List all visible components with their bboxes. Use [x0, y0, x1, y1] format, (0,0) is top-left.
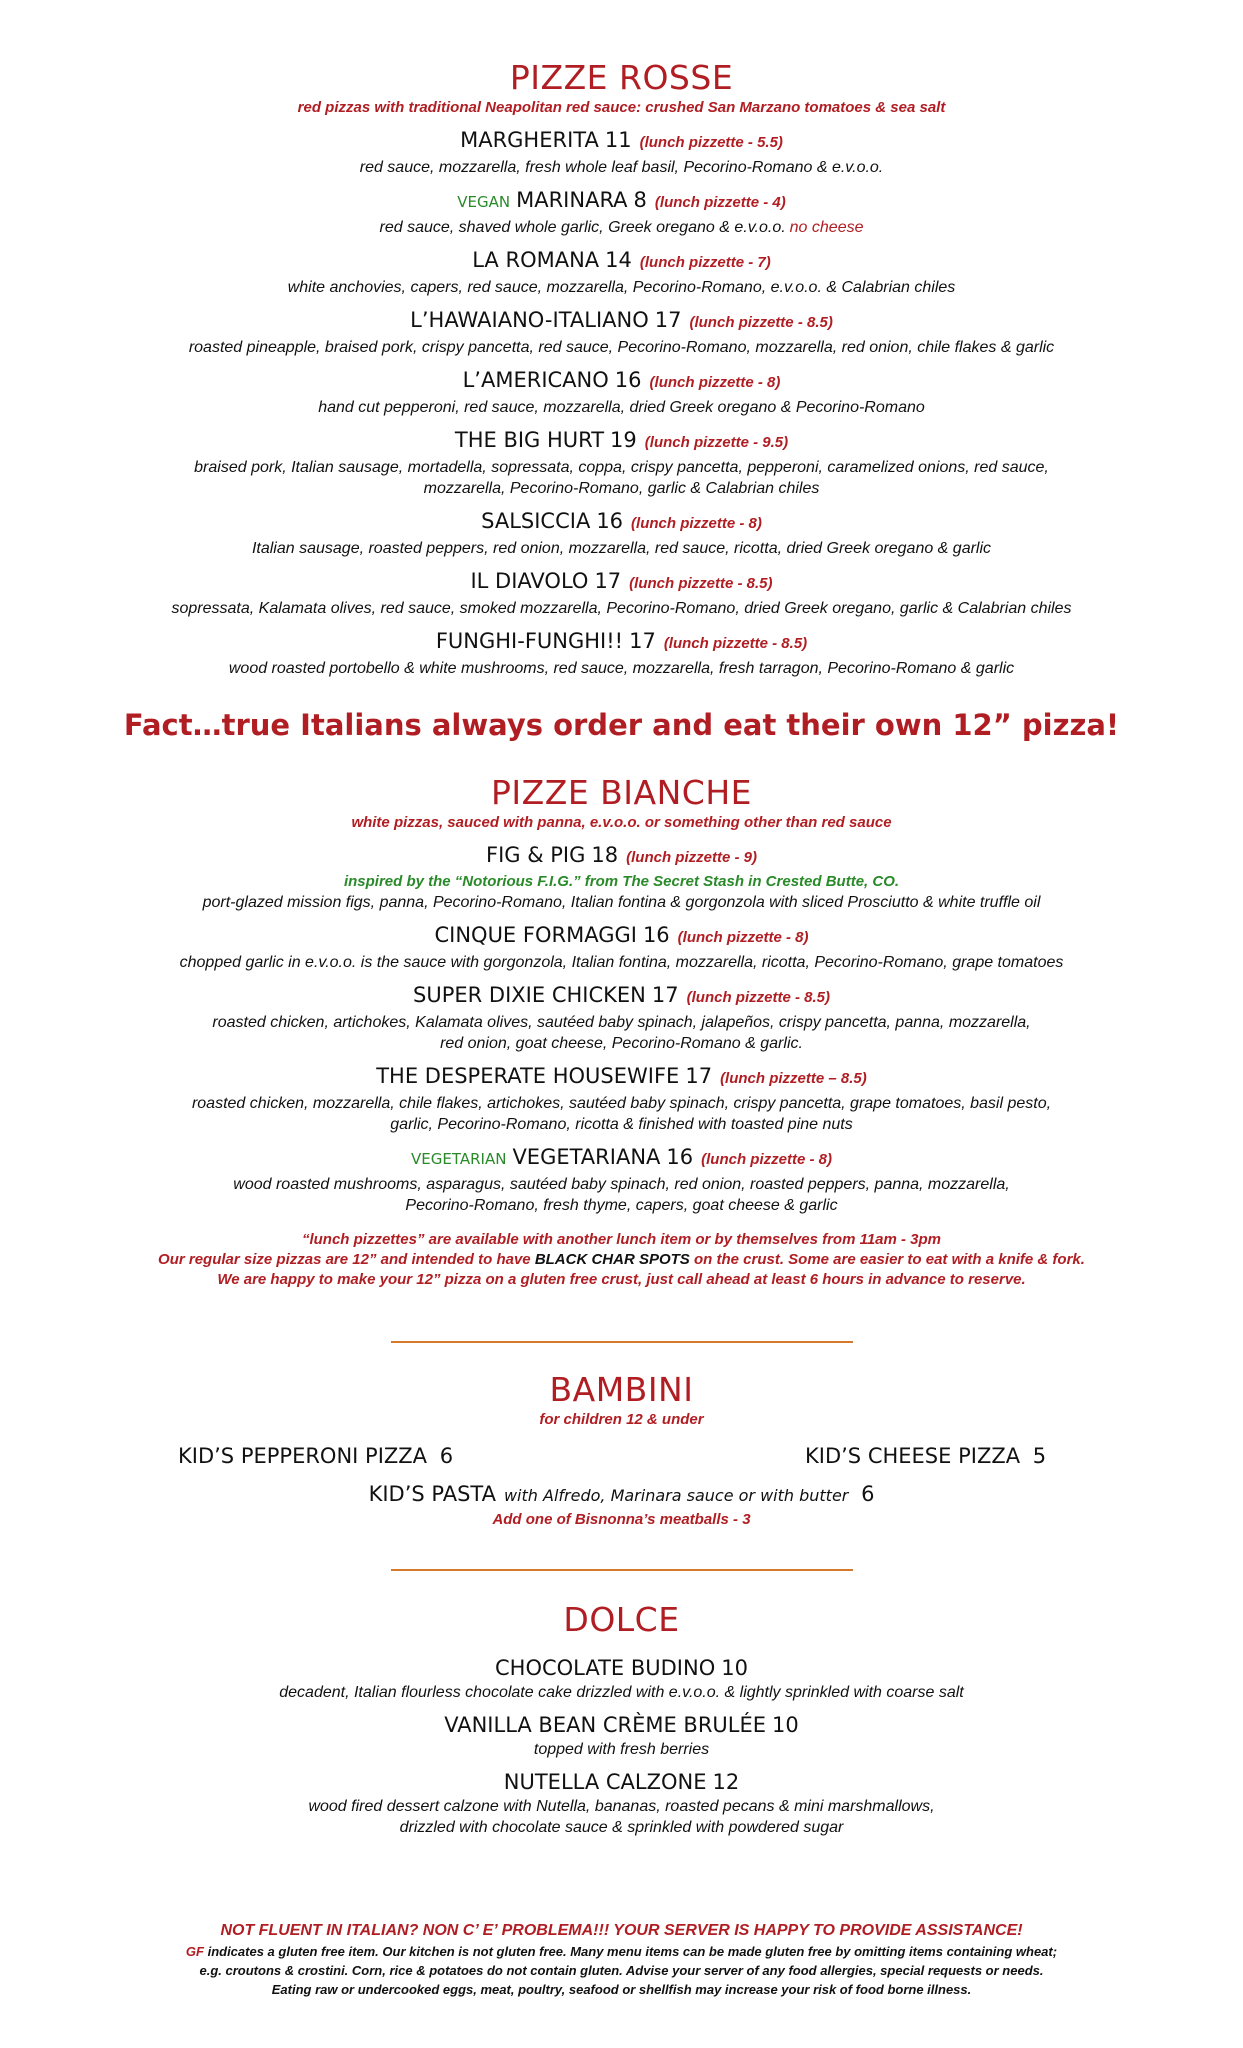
dolce-section [0, 1600, 1243, 1838]
menu-item-title [0, 1143, 1243, 1174]
kid-cheese-name: KID’S CHEESE PIZZA [805, 1444, 1021, 1468]
bianche-title: PIZZE BIANCHE [490, 773, 753, 812]
menu-item [0, 1062, 1243, 1135]
divider-2 [0, 1569, 1243, 1571]
menu-item-title [0, 1654, 1243, 1682]
lunch-pizzette-price: (lunch pizzette - 7) [639, 254, 771, 271]
description-text: decadent, Italian flourless chocolate cake drizzled with e.v.o.o. & lightly sprinkled with coarse salt [279, 1684, 964, 1701]
meatball-addon: Add one of Bisnonna’s meatballs - 3 [492, 1511, 751, 1528]
lunch-pizzette-price: (lunch pizzette - 5.5) [639, 134, 783, 151]
menu-item [0, 126, 1243, 178]
pizza-notes [0, 1230, 1243, 1290]
kid-cheese-item [805, 1442, 1046, 1470]
bambini-title: BAMBINI [549, 1370, 694, 1409]
kid-pasta-price: 6 [861, 1482, 875, 1506]
menu-item-description [0, 217, 1243, 238]
menu-item-price: 10 [772, 1713, 799, 1737]
menu-item-title [0, 921, 1243, 952]
char-spots-text: BLACK CHAR SPOTS [534, 1251, 690, 1268]
lunch-note: “lunch pizzettes” are available with another lunch item or by themselves from 11am - 3pm [301, 1231, 942, 1248]
menu-item-price: 16 [642, 923, 670, 947]
inspiration-note: inspired by the “Notorious F.I.G.” from The Secret Stash in Crested Butte, CO. [343, 873, 900, 890]
description-text: roasted chicken, mozzarella, chile flakes, artichokes, sautéed baby spinach, crispy pancetta, grape tomatoes, basil pesto, [191, 1095, 1052, 1112]
menu-item-name: FIG & PIG [486, 843, 586, 867]
menu-item-name: THE BIG HURT [454, 428, 605, 452]
fact-line: Fact…true Italians always order and eat their own 12” pizza! [123, 708, 1120, 742]
description-text: garlic, Pecorino-Romano, ricotta & finished with toasted pine nuts [390, 1116, 853, 1133]
menu-item [0, 1143, 1243, 1216]
menu-item-price: 16 [596, 509, 624, 533]
description-text: roasted chicken, artichokes, Kalamata olives, sautéed baby spinach, jalapeños, crispy pancetta, panna, mozzarella, [212, 1014, 1031, 1031]
menu-item-title [0, 126, 1243, 157]
menu-item-description [0, 337, 1243, 358]
menu-item-name: VANILLA BEAN CRÈME BRULÉE [444, 1713, 767, 1737]
menu-item-description [0, 1093, 1243, 1114]
menu-item-name: IL DIAVOLO [470, 569, 589, 593]
bianche-item-list [0, 841, 1243, 1216]
menu-item-description [0, 1195, 1243, 1216]
lunch-pizzette-price: (lunch pizzette - 9.5) [644, 434, 789, 451]
lunch-pizzette-price: (lunch pizzette - 8) [649, 374, 781, 391]
bianche-subtitle: white pizzas, sauced with panna, e.v.o.o. or something other than red sauce [351, 814, 892, 831]
description-text: chopped garlic in e.v.o.o. is the sauce with gorgonzola, Italian fontina, mozzarella, ricotta, Pecorino-Romano, grape tomatoes [179, 954, 1064, 971]
menu-item-title [0, 366, 1243, 397]
lunch-pizzette-price: (lunch pizzette - 8) [677, 929, 809, 946]
bambini-section [0, 1370, 1243, 1530]
menu-item [0, 426, 1243, 499]
lunch-pizzette-price: (lunch pizzette - 8) [701, 1151, 832, 1168]
divider-line [391, 1569, 853, 1571]
lunch-pizzette-price: (lunch pizzette - 8.5) [663, 635, 808, 652]
menu-item-price: 10 [721, 1656, 748, 1680]
kid-pepperoni-price: 6 [439, 1444, 454, 1468]
menu-item-price: 12 [712, 1770, 740, 1794]
menu-item [0, 1711, 1243, 1760]
lunch-pizzette-price: (lunch pizzette - 8.5) [629, 575, 773, 592]
rosse-section [0, 58, 1243, 679]
description-text: roasted pineapple, braised pork, crispy pancetta, red sauce, Pecorino-Romano, mozzarella, red onion, chile flakes & garlic [188, 339, 1055, 356]
menu-item-price: 14 [605, 248, 632, 272]
lunch-pizzette-price: (lunch pizzette – 8.5) [720, 1070, 867, 1087]
description-text: red onion, goat cheese, Pecorino-Romano & garlic. [440, 1035, 803, 1052]
description-text: drizzled with chocolate sauce & sprinkled with powdered sugar [399, 1819, 844, 1836]
description-text: mozzarella, Pecorino-Romano, garlic & Calabrian chiles [423, 480, 820, 497]
lunch-pizzette-price: (lunch pizzette - 8.5) [689, 314, 833, 331]
lunch-pizzette-price: (lunch pizzette - 8) [631, 515, 762, 532]
lunch-pizzette-price: (lunch pizzette - 8.5) [686, 989, 830, 1006]
footer-line-2: e.g. croutons & crostini. Corn, rice & potatoes do not contain gluten. Advise your server of any food allergies, special requests or needs. [199, 1963, 1044, 1978]
menu-item-price: 17 [629, 629, 656, 653]
menu-item-price: 19 [610, 428, 637, 452]
rosse-title: PIZZE ROSSE [509, 58, 734, 97]
divider-1 [0, 1341, 1243, 1343]
menu-item-price: 18 [591, 843, 619, 867]
menu-item-price: 17 [651, 983, 679, 1007]
kid-cheese-price: 5 [1032, 1444, 1047, 1468]
description-text: wood fired dessert calzone with Nutella, bananas, roasted pecans & mini marshmallows, [308, 1798, 935, 1815]
menu-item-description [0, 1174, 1243, 1195]
menu-item-title [0, 1768, 1243, 1796]
description-text: sopressata, Kalamata olives, red sauce, smoked mozzarella, Pecorino-Romano, dried Greek oregano, garlic & Calabrian chiles [171, 600, 1072, 617]
menu-item-name: VEGETARIANA [512, 1145, 661, 1169]
lunch-pizzette-price: (lunch pizzette - 4) [654, 194, 786, 211]
description-text: topped with fresh berries [533, 1741, 710, 1758]
description-text: white anchovies, capers, red sauce, mozzarella, Pecorino-Romano, e.v.o.o. & Calabrian chiles [287, 279, 956, 296]
menu-item [0, 507, 1243, 559]
rosse-subtitle: red pizzas with traditional Neapolitan red sauce: crushed San Marzano tomatoes & sea salt [297, 99, 946, 116]
menu-item [0, 627, 1243, 679]
menu-item-description [0, 892, 1243, 913]
size-note-c: on the crust. Some are easier to eat with a knife & fork. [689, 1251, 1085, 1268]
kid-pasta-name: KID’S PASTA [368, 1482, 496, 1506]
menu-item-title [0, 627, 1243, 658]
menu-item-title [0, 567, 1243, 598]
menu-item-description [0, 1114, 1243, 1135]
menu-item-price: 16 [614, 368, 642, 392]
kid-pepperoni-item [178, 1442, 453, 1470]
size-note [0, 1250, 1243, 1270]
no-cheese-note: no cheese [789, 219, 864, 236]
description-text: red sauce, mozzarella, fresh whole leaf basil, Pecorino-Romano & e.v.o.o. [359, 159, 884, 176]
menu-item-description [0, 1682, 1243, 1703]
footer [0, 1920, 1243, 1999]
menu-item-price: 17 [654, 308, 682, 332]
menu-item [0, 981, 1243, 1054]
menu-item-price: 11 [604, 128, 632, 152]
menu-item [0, 246, 1243, 298]
menu-item-description [0, 457, 1243, 478]
footer-line-1-text: indicates a gluten free item. Our kitchen is not gluten free. Many menu items can be made gluten free by omitting items containing wheat; [203, 1944, 1058, 1959]
menu-item-description [0, 1012, 1243, 1033]
menu-item-title [0, 1711, 1243, 1739]
description-text: red sauce, shaved whole garlic, Greek oregano & e.v.o.o. [379, 219, 786, 236]
menu-item [0, 366, 1243, 418]
menu-item [0, 921, 1243, 973]
bianche-section [0, 773, 1243, 1290]
menu-item [0, 841, 1243, 913]
description-text: Pecorino-Romano, fresh thyme, capers, goat cheese & garlic [405, 1197, 838, 1214]
menu-item-title [0, 841, 1243, 872]
footer-headline: NOT FLUENT IN ITALIAN? NON C’ E’ PROBLEMA!!! YOUR SERVER IS HAPPY TO PROVIDE ASSISTANCE! [220, 1922, 1023, 1939]
menu-item [0, 567, 1243, 619]
menu-item-name: SALSICCIA [481, 509, 591, 533]
menu-item-description [0, 598, 1243, 619]
menu-item-name: CINQUE FORMAGGI [434, 923, 637, 947]
footer-line-1 [0, 1942, 1243, 1961]
description-text: hand cut pepperoni, red sauce, mozzarella, dried Greek oregano & Pecorino-Romano [318, 399, 925, 416]
menu-item-price: 8 [633, 188, 647, 212]
description-text: Italian sausage, roasted peppers, red onion, mozzarella, red sauce, ricotta, dried Greek oregano & garlic [251, 540, 992, 557]
footer-line-3: Eating raw or undercooked eggs, meat, poultry, seafood or shellfish may increase your risk of food borne illness. [271, 1982, 972, 1997]
gluten-free-note: We are happy to make your 12” pizza on a gluten free crust, just call ahead at least 6 hours in advance to reserve. [217, 1271, 1026, 1288]
lunch-pizzette-price: (lunch pizzette - 9) [626, 849, 757, 866]
menu-item-description [0, 952, 1243, 973]
kid-pasta-item [0, 1480, 1243, 1510]
menu-item-name: LA ROMANA [472, 248, 600, 272]
description-text: wood roasted mushrooms, asparagus, sautéed baby spinach, red onion, roasted peppers, panna, mozzarella, [233, 1176, 1010, 1193]
kid-pasta-note: with Alfredo, Marinara sauce or with butter [503, 1486, 849, 1505]
menu-item-price: 16 [666, 1145, 694, 1169]
menu-item-description [0, 1739, 1243, 1760]
menu-item-description [0, 478, 1243, 499]
description-text: wood roasted portobello & white mushrooms, red sauce, mozzarella, fresh tarragon, Pecorino-Romano & garlic [228, 660, 1015, 677]
menu-item-description [0, 538, 1243, 559]
description-text: port-glazed mission figs, panna, Pecorino-Romano, Italian fontina & gorgonzola with sliced Prosciutto & white truffle oil [202, 894, 1041, 911]
size-note-a: Our regular size pizzas are 12” and intended to have [158, 1251, 535, 1268]
menu-item-price: 17 [594, 569, 622, 593]
menu-item [0, 186, 1243, 238]
description-text: braised pork, Italian sausage, mortadella, sopressata, coppa, crispy pancetta, pepperoni, caramelized onions, red sauce, [194, 459, 1049, 476]
divider-line [391, 1341, 853, 1343]
menu-item-title [0, 186, 1243, 217]
menu-item [0, 1768, 1243, 1838]
menu-item-name: L’AMERICANO [462, 368, 609, 392]
menu-item-description [0, 658, 1243, 679]
menu-item-description [0, 157, 1243, 178]
diet-tag: VEGAN [457, 193, 511, 211]
diet-tag: VEGETARIAN [411, 1150, 507, 1168]
menu-item [0, 306, 1243, 358]
menu-item-name: MARGHERITA [460, 128, 599, 152]
menu-item-title [0, 246, 1243, 277]
rosse-item-list [0, 126, 1243, 679]
menu-item-description [0, 1033, 1243, 1054]
menu-item-name: L’HAWAIANO-ITALIANO [410, 308, 649, 332]
menu-item-description [0, 397, 1243, 418]
bambini-subtitle: for children 12 & under [539, 1411, 704, 1428]
menu-item-title [0, 1062, 1243, 1093]
menu-item-name: CHOCOLATE BUDINO [495, 1656, 716, 1680]
menu-item-name: SUPER DIXIE CHICKEN [413, 983, 646, 1007]
dolce-item-list [0, 1654, 1243, 1838]
menu-item-description [0, 1796, 1243, 1817]
menu-item-description [0, 1817, 1243, 1838]
dolce-title: DOLCE [563, 1600, 680, 1639]
kid-pepperoni-name: KID’S PEPPERONI PIZZA [178, 1444, 428, 1468]
gf-label: GF [185, 1944, 204, 1959]
menu-item-name: MARINARA [516, 188, 628, 212]
menu-item-title [0, 306, 1243, 337]
menu-item-name: FUNGHI-FUNGHI!! [435, 629, 624, 653]
menu-item-description [0, 277, 1243, 298]
menu-item [0, 1654, 1243, 1703]
menu-item-title [0, 507, 1243, 538]
menu-item-price: 17 [685, 1064, 713, 1088]
menu-item-title [0, 981, 1243, 1012]
menu-item-name: THE DESPERATE HOUSEWIFE [376, 1064, 680, 1088]
menu-item-title [0, 426, 1243, 457]
menu-item-name: NUTELLA CALZONE [503, 1770, 707, 1794]
